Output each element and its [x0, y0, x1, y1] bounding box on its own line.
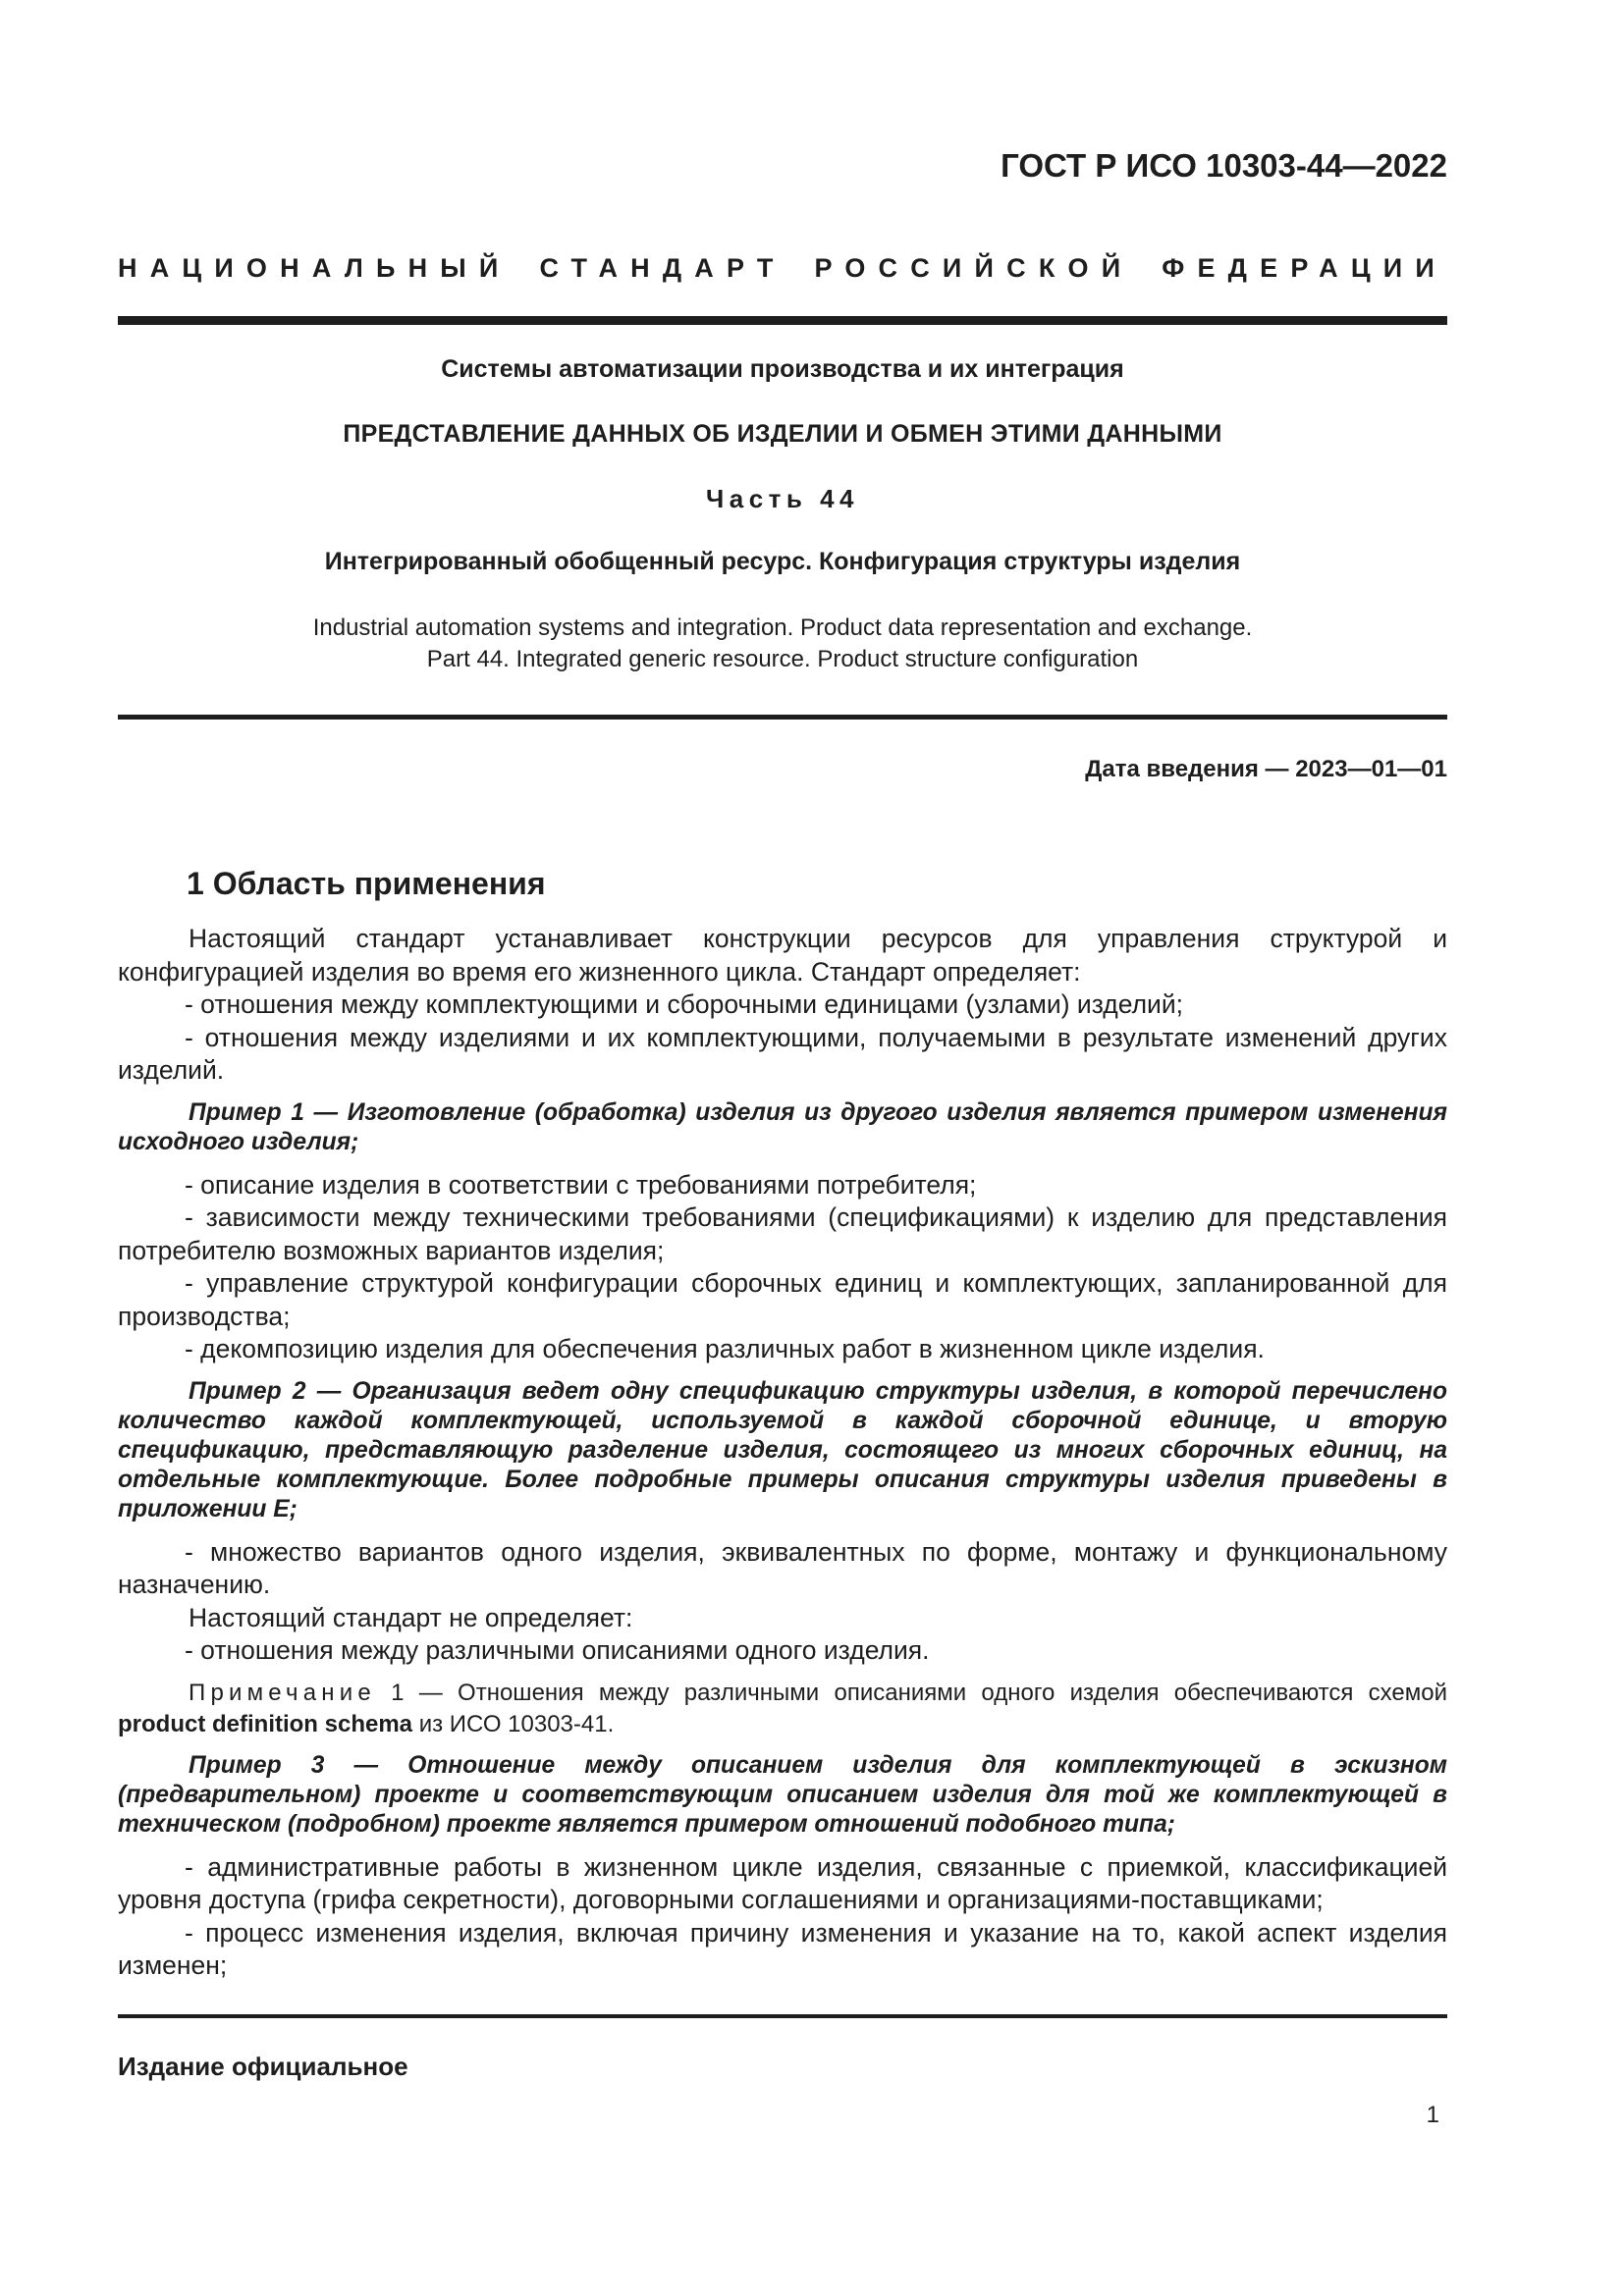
footer-rule	[118, 2014, 1447, 2018]
note-schema-name: product definition schema	[118, 1710, 413, 1737]
list-item: - зависимости между техническими требованиями (спецификациями) к изделию для представления потребителю возможных вариантов изделия;	[118, 1202, 1447, 1265]
subtitle: Интегрированный обобщенный ресурс. Конфигурация структуры изделия	[324, 548, 1241, 575]
official-edition-label: Издание официальное	[118, 2052, 408, 2081]
section-body	[118, 923, 1447, 1983]
note-tail: из ИСО 10303-41.	[412, 1710, 615, 1737]
standard-designation: ГОСТ Р ИСО 10303-44—2022	[1001, 147, 1447, 184]
introduction-date: Дата введения — 2023—01—01	[1085, 756, 1447, 782]
paragraph: Настоящий стандарт устанавливает конструкции ресурсов для управления структурой и конфигурацией изделия во время его жизненного цикла. Стандарт определяет:	[118, 924, 1447, 987]
example-3: Пример 3 — Отношение между описанием изделия для комплектующей в эскизном (предварительном) проекте и соответствующим описанием изделия для той же комплектующей в техническом (подробном) проекте является примером отношений подобного типа;	[118, 1751, 1447, 1838]
list-item: - процесс изменения изделия, включая причину изменения и указание на то, какой аспект изделия изменен;	[118, 1917, 1447, 1980]
example-2: Пример 2 — Организация ведет одну спецификацию структуры изделия, в которой перечислено количество каждой комплектующей, используемой в каждой сборочной единице, и вторую спецификацию, представляющую разделение изделия, состоящего из многих сборочных единиц, на отдельные комплектующие. Более подробные примеры описания структуры изделия приведены в приложении Е;	[118, 1377, 1447, 1522]
list-item: - административные работы в жизненном цикле изделия, связанные с приемкой, классификацией уровня доступа (грифа секретности), договорными соглашениями и организациями-поставщиками;	[118, 1851, 1447, 1914]
list-item: - отношения между комплектующими и сборочными единицами (узлами) изделий;	[185, 989, 1184, 1019]
list-item: - описание изделия в соответствии с требованиями потребителя;	[185, 1169, 977, 1200]
english-title-line-1: Industrial automation systems and integration. Product data representation and exchange.	[312, 614, 1253, 641]
main-title: ПРЕДСТАВЛЕНИЕ ДАННЫХ ОБ ИЗДЕЛИИ И ОБМЕН ЭТИМИ ДАННЫМИ	[343, 420, 1222, 448]
note-text: 1 — Отношения между различными описаниями одного изделия обеспечиваются схемой	[375, 1679, 1447, 1706]
list-item: - управление структурой конфигурации сборочных единиц и комплектующих, запланированной для производства;	[118, 1268, 1447, 1331]
list-item: - отношения между различными описаниями одного изделия.	[185, 1635, 930, 1665]
note-1	[118, 1678, 1447, 1740]
english-title-line-2: Part 44. Integrated generic resource. Product structure configuration	[426, 646, 1139, 672]
section-heading: 1 Область применения	[187, 866, 546, 901]
header-rule	[118, 316, 1447, 325]
part-number: Часть 44	[705, 484, 860, 513]
paragraph: Настоящий стандарт не определяет:	[189, 1602, 633, 1632]
list-item: - отношения между изделиями и их комплектующими, получаемыми в результате изменений других изделий.	[118, 1022, 1447, 1085]
title-bottom-rule	[118, 715, 1447, 720]
example-1: Пример 1 — Изготовление (обработка) изделия из другого изделия является примером изменения исходного изделия;	[118, 1098, 1447, 1155]
national-standard-banner: НАЦИОНАЛЬНЫЙ СТАНДАРТ РОССИЙСКОЙ ФЕДЕРАЦИИ	[118, 253, 1447, 283]
page-number: 1	[1426, 2102, 1439, 2128]
list-item: - множество вариантов одного изделия, эквивалентных по форме, монтажу и функциональному назначению.	[118, 1536, 1447, 1599]
list-item: - декомпозицию изделия для обеспечения различных работ в жизненном цикле изделия.	[185, 1334, 1265, 1363]
english-title	[118, 613, 1447, 675]
note-label: Примечание	[189, 1679, 376, 1706]
series-title: Системы автоматизации производства и их интеграция	[441, 355, 1124, 383]
